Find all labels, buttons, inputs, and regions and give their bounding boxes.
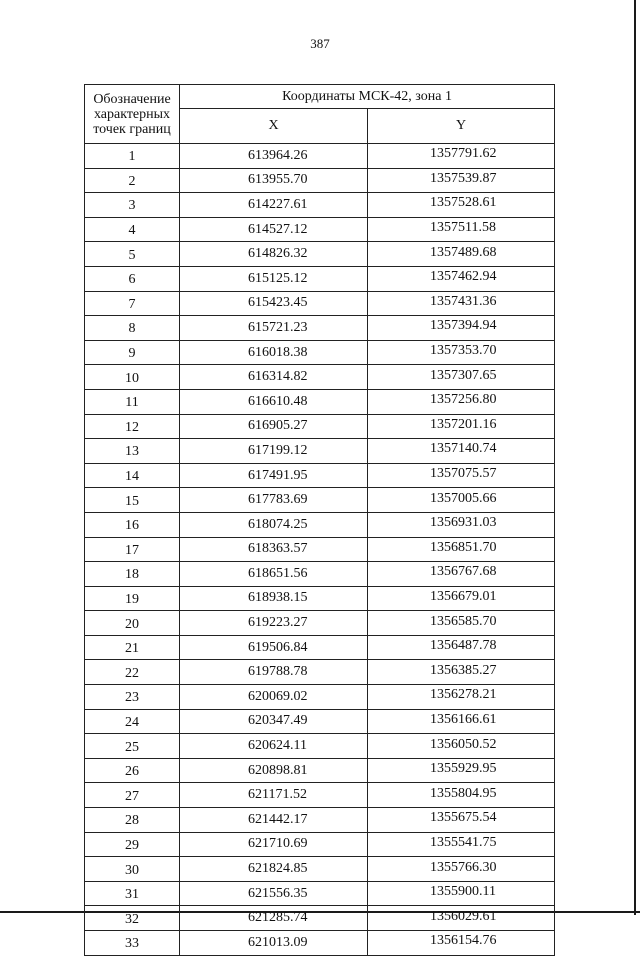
- y-coordinate-cell: 1357140.74: [368, 439, 555, 464]
- table-row: [85, 389, 555, 414]
- x-coordinate-cell: 618651.56: [180, 562, 368, 587]
- y-coordinate-cell: 1357511.58: [368, 217, 555, 242]
- x-coordinate-cell: 614826.32: [180, 242, 368, 267]
- table-row: [85, 488, 555, 513]
- x-coordinate-cell: 617491.95: [180, 463, 368, 488]
- y-coordinate-cell: 1357528.61: [368, 193, 555, 218]
- y-coordinate-cell: 1357539.87: [368, 168, 555, 193]
- table-row: [85, 217, 555, 242]
- x-coordinate-cell: 620624.11: [180, 734, 368, 759]
- point-number-cell: 20: [85, 611, 180, 636]
- table-row: [85, 365, 555, 390]
- table-row: [85, 512, 555, 537]
- x-coordinate-cell: 619506.84: [180, 635, 368, 660]
- y-coordinate-cell: 1356029.61: [368, 906, 555, 931]
- table-row: [85, 906, 555, 931]
- table-row: [85, 783, 555, 808]
- y-coordinate-cell: 1355766.30: [368, 857, 555, 882]
- x-coordinate-cell: 620347.49: [180, 709, 368, 734]
- y-coordinate-cell: 1356154.76: [368, 931, 555, 956]
- point-number-cell: 7: [85, 291, 180, 316]
- table-row: [85, 660, 555, 685]
- y-coordinate-cell: 1357431.36: [368, 291, 555, 316]
- x-coordinate-cell: 616314.82: [180, 365, 368, 390]
- y-coordinate-cell: 1356166.61: [368, 709, 555, 734]
- table-row: [85, 808, 555, 833]
- table-row: [85, 266, 555, 291]
- point-number-cell: 24: [85, 709, 180, 734]
- point-number-cell: 6: [85, 266, 180, 291]
- point-number-cell: 21: [85, 635, 180, 660]
- y-coordinate-cell: 1356767.68: [368, 562, 555, 587]
- y-coordinate-cell: 1357489.68: [368, 242, 555, 267]
- x-coordinate-cell: 616610.48: [180, 389, 368, 414]
- table-row: [85, 316, 555, 341]
- y-coordinate-cell: 1357462.94: [368, 266, 555, 291]
- point-number-cell: 8: [85, 316, 180, 341]
- table-row: [85, 144, 555, 169]
- y-coordinate-cell: 1356679.01: [368, 586, 555, 611]
- x-coordinate-cell: 617783.69: [180, 488, 368, 513]
- table-row: [85, 340, 555, 365]
- x-coordinate-cell: 621285.74: [180, 906, 368, 931]
- x-coordinate-cell: 616905.27: [180, 414, 368, 439]
- y-coordinate-cell: 1356851.70: [368, 537, 555, 562]
- point-number-cell: 26: [85, 758, 180, 783]
- y-coordinate-cell: 1357075.57: [368, 463, 555, 488]
- x-coordinate-cell: 616018.38: [180, 340, 368, 365]
- y-coordinate-cell: 1357791.62: [368, 144, 555, 169]
- point-number-cell: 32: [85, 906, 180, 931]
- x-coordinate-cell: 619223.27: [180, 611, 368, 636]
- table-row: [85, 881, 555, 906]
- point-number-cell: 9: [85, 340, 180, 365]
- point-number-cell: 10: [85, 365, 180, 390]
- y-coordinate-cell: 1357307.65: [368, 365, 555, 390]
- point-number-cell: 16: [85, 512, 180, 537]
- page-number: 387: [310, 36, 330, 51]
- table-row: [85, 709, 555, 734]
- x-coordinate-cell: 619788.78: [180, 660, 368, 685]
- y-coordinate-cell: 1357005.66: [368, 488, 555, 513]
- point-number-cell: 25: [85, 734, 180, 759]
- point-number-cell: 5: [85, 242, 180, 267]
- point-number-cell: 4: [85, 217, 180, 242]
- x-coordinate-cell: 613955.70: [180, 168, 368, 193]
- table-row: [85, 931, 555, 956]
- y-coordinate-cell: 1357201.16: [368, 414, 555, 439]
- header-point-designation: Обозначение характерных точек границ: [85, 85, 180, 144]
- y-coordinate-cell: 1355929.95: [368, 758, 555, 783]
- table-row: [85, 832, 555, 857]
- y-coordinate-cell: 1357394.94: [368, 316, 555, 341]
- table-body: [85, 144, 555, 956]
- y-coordinate-cell: 1355541.75: [368, 832, 555, 857]
- point-number-cell: 3: [85, 193, 180, 218]
- point-number-cell: 13: [85, 439, 180, 464]
- x-coordinate-cell: 615125.12: [180, 266, 368, 291]
- point-number-cell: 17: [85, 537, 180, 562]
- x-coordinate-cell: 620069.02: [180, 685, 368, 710]
- x-coordinate-cell: 618074.25: [180, 512, 368, 537]
- point-number-cell: 27: [85, 783, 180, 808]
- table-row: [85, 734, 555, 759]
- table-row: [85, 193, 555, 218]
- y-coordinate-cell: 1356585.70: [368, 611, 555, 636]
- point-number-cell: 1: [85, 144, 180, 169]
- table-row: [85, 439, 555, 464]
- header-coordinates: Координаты МСК-42, зона 1: [180, 85, 555, 109]
- x-coordinate-cell: 613964.26: [180, 144, 368, 169]
- x-coordinate-cell: 614527.12: [180, 217, 368, 242]
- point-number-cell: 29: [85, 832, 180, 857]
- table-row: [85, 857, 555, 882]
- table-row: [85, 758, 555, 783]
- point-number-cell: 28: [85, 808, 180, 833]
- table-row: [85, 168, 555, 193]
- x-coordinate-cell: 621442.17: [180, 808, 368, 833]
- table-row: [85, 611, 555, 636]
- point-number-cell: 12: [85, 414, 180, 439]
- table-row: [85, 414, 555, 439]
- x-coordinate-cell: 620898.81: [180, 758, 368, 783]
- table-row: [85, 685, 555, 710]
- x-coordinate-cell: 615721.23: [180, 316, 368, 341]
- y-coordinate-cell: 1356050.52: [368, 734, 555, 759]
- point-number-cell: 11: [85, 389, 180, 414]
- x-coordinate-cell: 621824.85: [180, 857, 368, 882]
- point-number-cell: 23: [85, 685, 180, 710]
- y-coordinate-cell: 1355900.11: [368, 881, 555, 906]
- y-coordinate-cell: 1355804.95: [368, 783, 555, 808]
- x-coordinate-cell: 621171.52: [180, 783, 368, 808]
- point-number-cell: 15: [85, 488, 180, 513]
- y-coordinate-cell: 1356487.78: [368, 635, 555, 660]
- x-coordinate-cell: 621710.69: [180, 832, 368, 857]
- point-number-cell: 2: [85, 168, 180, 193]
- coordinates-table: [84, 84, 555, 956]
- y-coordinate-cell: 1356931.03: [368, 512, 555, 537]
- x-coordinate-cell: 621556.35: [180, 881, 368, 906]
- page-edge-right: [634, 0, 636, 915]
- table-row: [85, 562, 555, 587]
- table-row: [85, 586, 555, 611]
- point-number-cell: 19: [85, 586, 180, 611]
- y-coordinate-cell: 1357353.70: [368, 340, 555, 365]
- table-row: [85, 537, 555, 562]
- point-number-cell: 18: [85, 562, 180, 587]
- header-y: Y: [368, 109, 555, 144]
- x-coordinate-cell: 621013.09: [180, 931, 368, 956]
- y-coordinate-cell: 1356278.21: [368, 685, 555, 710]
- y-coordinate-cell: 1357256.80: [368, 389, 555, 414]
- table-row: [85, 242, 555, 267]
- x-coordinate-cell: 615423.45: [180, 291, 368, 316]
- x-coordinate-cell: 614227.61: [180, 193, 368, 218]
- table-row: [85, 463, 555, 488]
- x-coordinate-cell: 618363.57: [180, 537, 368, 562]
- point-number-cell: 14: [85, 463, 180, 488]
- y-coordinate-cell: 1356385.27: [368, 660, 555, 685]
- point-number-cell: 22: [85, 660, 180, 685]
- table-row: [85, 635, 555, 660]
- point-number-cell: 31: [85, 881, 180, 906]
- header-x: X: [180, 109, 368, 144]
- x-coordinate-cell: 617199.12: [180, 439, 368, 464]
- point-number-cell: 33: [85, 931, 180, 956]
- table-row: [85, 291, 555, 316]
- y-coordinate-cell: 1355675.54: [368, 808, 555, 833]
- x-coordinate-cell: 618938.15: [180, 586, 368, 611]
- point-number-cell: 30: [85, 857, 180, 882]
